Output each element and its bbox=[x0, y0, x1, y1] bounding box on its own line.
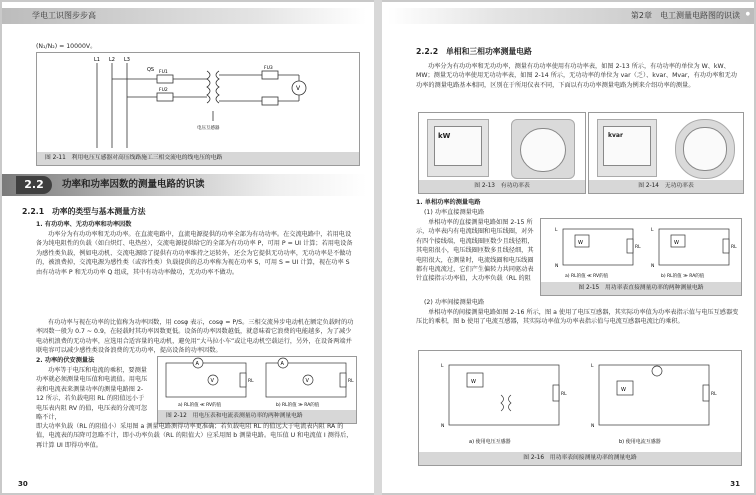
header-dots-right: ● bbox=[745, 11, 751, 17]
rl-a-label: RL bbox=[248, 379, 254, 384]
voltmeter-b-label: V bbox=[305, 378, 309, 384]
figure-2-15-caption: 图 2-15 用功率表直接测量功率的两种测量电路 bbox=[541, 282, 741, 295]
fig-2-12-sub-a: a) RL的值 ≪ RV的值 bbox=[178, 403, 222, 408]
w-a-label: W bbox=[578, 240, 583, 246]
para-power-types: 功率分为有功功率和无功功率。在直流电路中，直流电源提供的功率全部为有功功率。在交流电路中，若用电设备为纯电阻性的负载（如白炽灯、电热丝），交流电源提供给它的全部为有功功率 P，可用 P = UI 计算；若用电设备为感性类负载，例如电动机、交流电源除了提供有功功率维持之运转外，还会为它提供无功功率，无功功率是不做功的，被浪费掉，交流电源为感性类（或容性类）负载提供的总功率称为视在功率 S，可用 S = UI 计算，视在功率 S 由有功功率 P 和无功功率 Q 组成，其中有功功率做功，无功功率不做功。 bbox=[36, 231, 353, 276]
w-b-label: W bbox=[674, 240, 679, 246]
figure-2-11-caption: 图 2-11 利用电压互感器对高压线路施工三相交流电的线电压的电路 bbox=[37, 152, 359, 165]
para-va-method: 功率等于电压和电流的乘积，要测量功率就必须测量电压值和电流值。用电压表和电流表来测量功率的测量电路图 2-12 所示，若负载电阻 RL 的阻值远小于电压表内阻 RV 的值，电压表的分流可忽略不计， bbox=[36, 367, 148, 422]
l-16b-label: L bbox=[591, 364, 594, 369]
l-a-label: L bbox=[555, 228, 558, 233]
figure-2-11 bbox=[36, 52, 360, 166]
figure-2-11-diagram bbox=[37, 53, 359, 150]
book-gutter bbox=[374, 0, 382, 495]
para-power-factor: 有功功率与视在功率的比值称为功率因数，用 cosφ 表示，cosφ = P/S。三相交流异步电动机在额定负载时的功率因数一般为 0.7 ~ 0.9，在轻载时其功率因数更低。设备的功率因数越低，就意味着它浪费的电能越多，为了减少电动机浪费的无功功率，应选用合适容量的电动机，避免用“大马拉小车”或让电动机空载运行，另外，在设备两端并联电容可以减少感性类设备浪费的无功功率，提高设备的功率因数。 bbox=[36, 319, 354, 355]
n-b-label: N bbox=[651, 264, 655, 269]
figure-2-15-diagram bbox=[541, 219, 741, 281]
fig-2-16-sub-b: b) 使用电流互感器 bbox=[619, 439, 661, 445]
left-header-title: 学电工识图步步高 bbox=[2, 8, 366, 24]
l3-label: L3 bbox=[124, 57, 130, 63]
voltmeter-label: V bbox=[296, 85, 301, 92]
left-page-number: 30 bbox=[18, 480, 28, 488]
qs-label: QS bbox=[147, 67, 155, 73]
section-2-2-2-title: 2.2.2 单相和三相功率测量电路 bbox=[416, 47, 532, 56]
right-sub1-title: 1. 单相功率的测量电路 bbox=[416, 199, 481, 206]
n-a-label: N bbox=[555, 264, 559, 269]
w-16b-label: W bbox=[621, 387, 626, 393]
fu3-label: FU3 bbox=[264, 66, 273, 71]
fig-2-15-sub-b: b) RL的值 ≫ RA的值 bbox=[661, 274, 705, 279]
kw-meter-unit: kW bbox=[438, 132, 451, 140]
figure-2-16-caption: 图 2-16 用功率表间接测量功率的测量电路 bbox=[419, 452, 741, 465]
l-b-label: L bbox=[651, 228, 654, 233]
figure-2-13 bbox=[418, 112, 586, 194]
rl-16b-label: RL bbox=[711, 392, 717, 397]
chapter-title: 功率和功率因数的测量电路的识读 bbox=[62, 179, 205, 190]
right-page-number: 31 bbox=[730, 480, 740, 488]
rl-16a-label: RL bbox=[561, 392, 567, 397]
l2-label: L2 bbox=[109, 57, 115, 63]
figure-2-16-diagram bbox=[419, 351, 741, 451]
para-va-method-cont: 即大功率负载（RL 的阻值小）采用图 a 测量电路测得功率更准确；若负载电阻 RL 的值远大于电流表内阻 RA 的值，电流表的压降可忽略不计，即小功率负载（RL 的阻值大）应采用图 b 测量电路。电压值 U 和电流值 I 测得后，再计算 UI 即得功率值。 bbox=[36, 423, 353, 449]
fu1-label: FU1 bbox=[159, 70, 168, 75]
fig-2-15-sub-a: a) RL的值 ≪ RV的值 bbox=[565, 274, 609, 279]
para-meters: 功率分为有功功率和无功功率，测量有功功率使用有功功率表，如图 2-13 所示，有功功率的单位为 W、kW、MW；测量无功功率使用无功功率表，如图 2-14 所示，无功功率的单位为 var（乏）、kvar、Mvar，有功功率和无功功率的测量电路基本相同，区别在于所用仪表不同，下面以有功功率测量电路为例来介绍功率的测量。 bbox=[416, 63, 737, 89]
chapter-number: 2.2 bbox=[16, 176, 52, 194]
kvar-meter-photo bbox=[597, 119, 657, 177]
formula-line: (N₁/N₂) = 10000V。 bbox=[36, 43, 97, 50]
rl-b-label: RL bbox=[348, 379, 354, 384]
sub2-title: 2. 功率的伏安测量法 bbox=[36, 357, 95, 364]
figure-2-12 bbox=[157, 356, 357, 424]
right-header-title: 第2章 电工测量电路图的识读 bbox=[388, 8, 754, 24]
chapter-band bbox=[2, 174, 367, 196]
l1-label: L1 bbox=[94, 57, 100, 63]
kw-meter-photo bbox=[427, 119, 489, 177]
ammeter-b-label: A bbox=[280, 361, 284, 367]
right-sub1a-title: (1) 功率直接测量电路 bbox=[424, 209, 485, 216]
rl-15b-label: RL bbox=[731, 245, 737, 250]
para-direct-measure: 单相功率的直接测量电路如图 2-15 所示，功率表内有电流线圈和电压线圈，对外有四个接线端，电流线圈匝数少且线径粗，其电阻很小，电压线圈匝数多且线径细，其电阻很大，在测量时，电流线圈和电压线圈都有电流流过，它们产生偏转力共同驱动表针直接指示功率值，大功率负载（RL 的阻 bbox=[416, 219, 534, 283]
para-indirect-measure: 单相功率的间接测量电路如图 2-16 所示，图 a 使用了电压互感器，其实际功率值为功率表指示值与电压互感器变压比的乘积，图 b 使用了电流互感器，其实际功率值为功率表指示值与电流互感器电流比的乘积。 bbox=[416, 309, 739, 326]
kvar-meter-unit: kvar bbox=[608, 132, 623, 139]
figure-2-16 bbox=[418, 350, 742, 466]
sub1-title: 1. 有功功率、无功功率和功率因数 bbox=[36, 221, 132, 228]
figure-2-12-diagram bbox=[158, 357, 356, 409]
figure-2-14 bbox=[588, 112, 744, 194]
n-16a-label: N bbox=[441, 424, 445, 429]
voltmeter-a-label: V bbox=[210, 378, 214, 384]
round-meter-photo bbox=[511, 119, 575, 179]
fu2-label: FU2 bbox=[159, 88, 168, 93]
w-16a-label: W bbox=[471, 379, 476, 385]
section-2-2-1-title: 2.2.1 功率的类型与基本测量方法 bbox=[22, 207, 146, 216]
figure-2-13-caption: 图 2-13 有功功率表 bbox=[419, 180, 585, 193]
l-16a-label: L bbox=[441, 364, 444, 369]
n-16b-label: N bbox=[591, 424, 595, 429]
fig-2-16-sub-a: a) 使用电压互感器 bbox=[469, 439, 511, 445]
right-page bbox=[382, 2, 754, 493]
ammeter-a-label: A bbox=[195, 361, 199, 367]
rl-15a-label: RL bbox=[635, 245, 641, 250]
fig-2-12-sub-b: b) RL的值 ≫ RA的值 bbox=[276, 403, 320, 408]
round-kvar-meter-photo bbox=[675, 119, 735, 179]
tv-label: 电压互感器 bbox=[197, 126, 220, 131]
figure-2-12-caption: 图 2-12 用电压表和电流表测量功率的两种测量电路 bbox=[158, 410, 356, 423]
left-page bbox=[2, 2, 374, 493]
figure-2-14-caption: 图 2-14 无功功率表 bbox=[589, 180, 743, 193]
right-sub1b-title: (2) 功率间接测量电路 bbox=[424, 299, 485, 306]
